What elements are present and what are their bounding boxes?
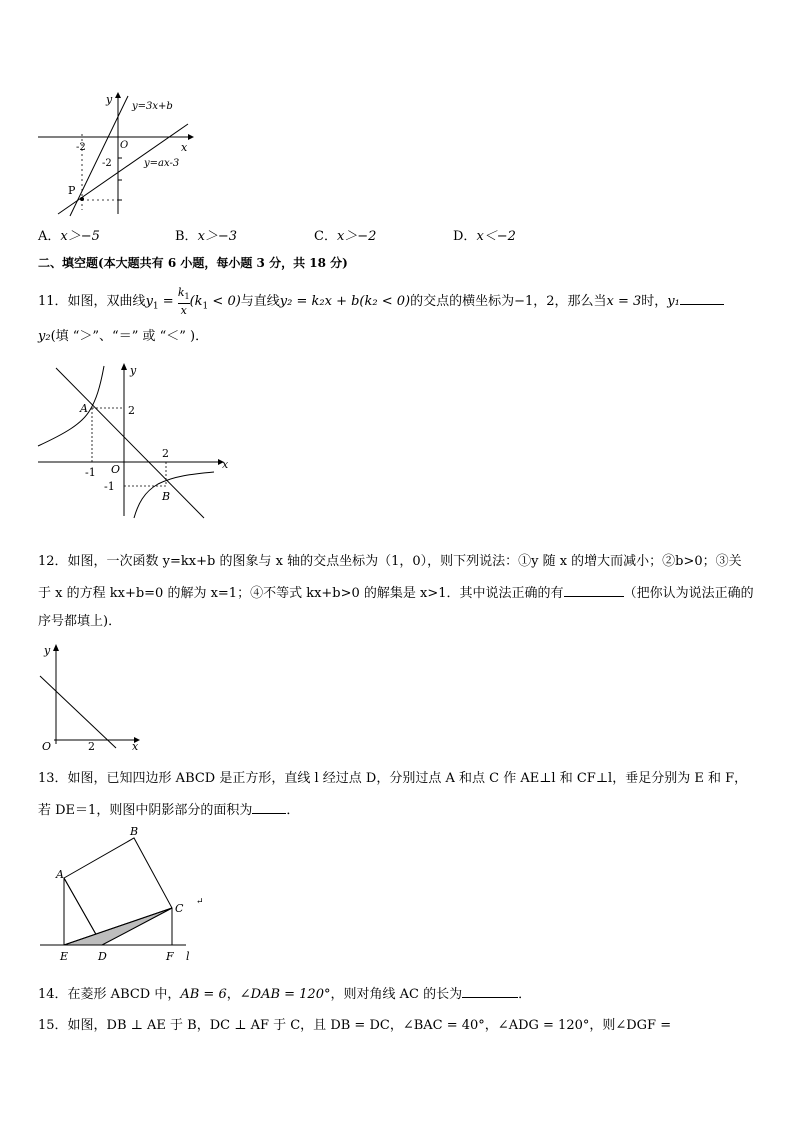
q15-line: 15．如图，DB ⊥ AE 于 B，DC ⊥ AF 于 C，且 DB = DC，∠BAC = 40°，∠ADG = 120°，则∠DGF = [38, 1018, 672, 1033]
fig12-y-label: y [44, 644, 51, 657]
fig13-l-label: l [186, 950, 190, 963]
figure-q11-graph [34, 360, 234, 522]
q12-line2: 于 x 的方程 kx+b=0 的解为 x=1；④不等式 kx+b>0 的解集是 x>1．其中说法正确的有 （把你认为说法正确的 [38, 582, 754, 604]
fig13-a-label: A [56, 868, 64, 881]
q12-line1: 12．如图，一次函数 y=kx+b 的图象与 x 轴的交点坐标为（1，0），则下列说法：①y 随 x 的增大而减小；②b>0；③关 [38, 554, 742, 569]
fig10-line2-label: y=ax-3 [144, 158, 180, 169]
fig13-f-label: F [166, 950, 174, 963]
q14-line: 14．在菱形 ABCD 中，AB = 6，∠DAB = 120°，则对角线 AC 的长为 ． [38, 983, 531, 1005]
q10-option-b: B．x＞−3 [175, 229, 238, 244]
q14-answer-blank[interactable] [462, 983, 518, 998]
fig11-neg1y-label: -1 [104, 480, 115, 493]
figure-q13-square [36, 824, 236, 964]
fig12-x-label: x [132, 740, 139, 752]
q12-answer-blank[interactable] [564, 582, 624, 597]
q11-line1: 11．如图，双曲线$y_1 = k_1$ x $(k_1 < 0)$与直线y₂ = k₂x + b(k₂ < 0)的交点的横坐标为−1，2，那么当x = 3时，y₁ [38, 286, 724, 317]
q13-line2: 若 DE＝1，则图中阴影部分的面积为 ． [38, 799, 299, 821]
q11-line2: y₂(填 “＞”、“＝” 或 “＜” )． [38, 329, 209, 344]
fig10-neg2x-label: -2 [76, 142, 86, 153]
fig13-e-label: E [60, 950, 69, 963]
fig10-p-label: P [68, 184, 76, 197]
fig11-y-label: y [130, 364, 137, 377]
q13-answer-blank[interactable] [252, 799, 286, 814]
q10-option-c: C．x＞−2 [314, 229, 377, 244]
fig11-origin-label: O [111, 463, 121, 476]
section-fill-in-title: 二、填空题(本大题共有 6 小题，每小题 3 分，共 18 分) [38, 256, 348, 270]
fig11-two-y-label: 2 [128, 404, 135, 417]
fig10-y-label: y [106, 93, 113, 106]
q11-answer-blank[interactable] [680, 290, 724, 305]
q10-option-d: D．x＜−2 [453, 229, 516, 244]
q13-line1: 13．如图，已知四边形 ABCD 是正方形，直线 l 经过点 D，分别过点 A 和点 C 作 AE⊥l 和 CF⊥l，垂足分别为 E 和 F， [38, 771, 748, 786]
fig12-origin-label: O [42, 740, 52, 752]
figure-q10-graph [36, 88, 206, 220]
fig11-b-label: B [162, 490, 171, 503]
fig13-d-label: D [98, 950, 107, 963]
fig13-c-label: C [175, 902, 184, 915]
fig10-line1-label: y=3x+b [132, 101, 173, 112]
fig11-a-label: A [80, 402, 88, 415]
fig10-x-label: x [181, 141, 188, 154]
fig13-b-label: B [130, 825, 139, 838]
fig10-neg2y-label: -2 [102, 158, 112, 169]
fig13-mark: ↵ [196, 897, 204, 907]
fig11-two-x-label: 2 [162, 447, 169, 460]
q10-option-a: A．x＞−5 [38, 229, 100, 244]
fig11-x-label: x [222, 458, 229, 471]
fig12-two-label: 2 [88, 740, 95, 752]
fig11-neg1x-label: -1 [85, 466, 96, 479]
q12-line3: 序号都填上)． [38, 614, 122, 629]
figure-q12-graph [36, 640, 146, 752]
fig10-origin-label: O [120, 140, 129, 151]
